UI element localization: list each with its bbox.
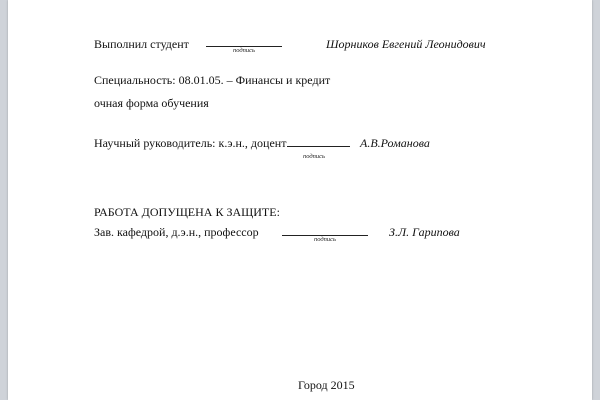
head-label: Зав. кафедрой, д.э.н., профессор [94, 225, 259, 239]
student-signature-caption: подпись [232, 47, 256, 54]
study-form: очная форма обучения [94, 96, 209, 110]
supervisor-row [94, 136, 350, 150]
supervisor-label: Научный руководитель: к.э.н., доцент [94, 136, 287, 150]
head-signature-caption: подпись [313, 236, 337, 243]
supervisor-name: А.В.Романова [360, 136, 430, 150]
student-label: Выполнил студент [94, 37, 189, 51]
student-name: Шорников Евгений Леонидович [326, 37, 486, 51]
city-year: Город 2015 [298, 378, 355, 392]
supervisor-signature-line [287, 146, 350, 147]
head-name: З.Л. Гарипова [389, 225, 460, 239]
supervisor-signature-caption: подпись [302, 153, 326, 160]
specialty-text: Специальность: 08.01.05. – Финансы и кредит [94, 73, 331, 87]
document-page [8, 0, 592, 400]
admission-heading: РАБОТА ДОПУЩЕНА К ЗАЩИТЕ: [94, 205, 280, 219]
